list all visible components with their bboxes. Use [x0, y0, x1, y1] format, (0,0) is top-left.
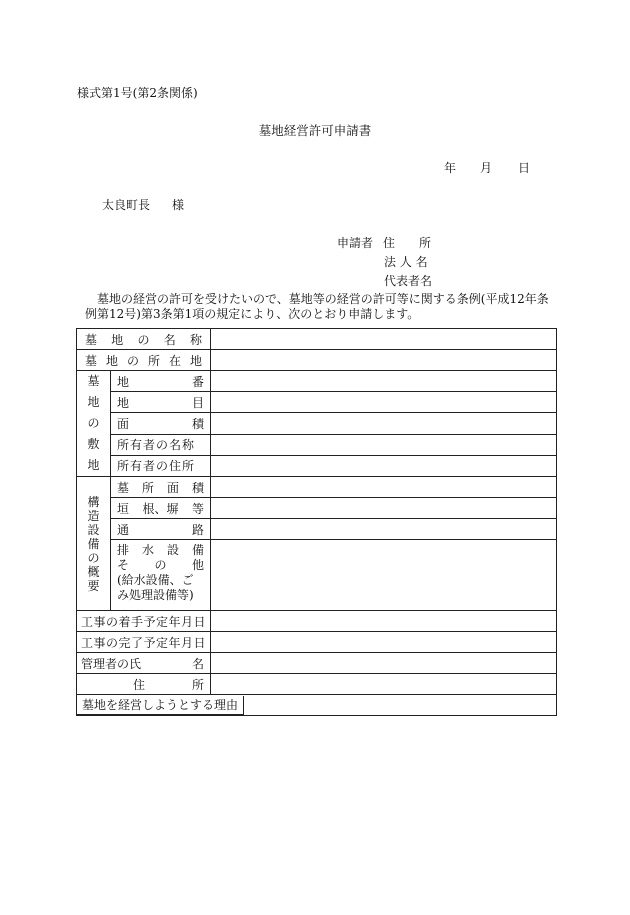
label-manager-address: 住 所: [77, 674, 211, 695]
label-cemetery-location: 墓 地 の 所 在 地: [77, 350, 211, 371]
value-owner-name[interactable]: [211, 434, 557, 455]
table-row: [77, 540, 557, 611]
table-row: [77, 611, 557, 632]
applicant-corp-name-label: 法 人 名: [384, 255, 428, 269]
label-drainage-other: 排 水 設 備 そ の 他 (給水設備、ごみ処理設備等): [111, 540, 211, 611]
table-row: [77, 498, 557, 519]
statement-line-1: 墓地の経営の許可を受けたいので、墓地等の経営の許可等に関する条例(平成12年条: [97, 292, 549, 306]
value-lot-number[interactable]: [211, 371, 557, 392]
addressee: [102, 198, 184, 212]
label-land-category: 地 目: [111, 392, 211, 413]
label-completion-date: 工事の完了予定年月日: [77, 632, 211, 653]
value-drainage-other[interactable]: [211, 540, 557, 611]
table-row: [77, 371, 557, 392]
label-grave-area: 墓 所 面 積: [111, 477, 211, 498]
date-line: [444, 161, 530, 175]
table-row: [77, 477, 557, 498]
applicant-rep-name-label: 代表者名: [384, 274, 433, 288]
label-start-date: 工事の着手予定年月日: [77, 611, 211, 632]
application-statement: [77, 292, 557, 322]
label-site-group: 墓 地 の 敷 地: [77, 371, 111, 477]
table-row: [77, 695, 557, 716]
label-structure-group: 構 造 設 備 の 概 要: [77, 477, 111, 611]
value-completion-date[interactable]: [211, 632, 557, 653]
addressee-name: 太良町長: [102, 198, 151, 212]
date-day: 日: [518, 161, 531, 175]
date-month: 月: [480, 161, 493, 175]
value-land-category[interactable]: [211, 392, 557, 413]
value-grave-area[interactable]: [211, 477, 557, 498]
label-owner-address: 所有者の住所: [111, 455, 211, 476]
label-cemetery-name: 墓 地 の 名 称: [77, 329, 211, 350]
value-owner-address[interactable]: [211, 455, 557, 476]
document-title: 墓地経営許可申請書: [258, 123, 372, 138]
value-manager-address[interactable]: [211, 674, 557, 695]
addressee-honorific: 様: [172, 198, 185, 212]
table-row: [77, 329, 557, 350]
applicant-label: 申請者: [337, 236, 374, 250]
application-form-table: [76, 328, 557, 716]
table-row: [77, 350, 557, 371]
value-cemetery-name[interactable]: [211, 329, 557, 350]
date-year: 年: [444, 161, 457, 175]
value-cemetery-location[interactable]: [211, 350, 557, 371]
value-manager-name[interactable]: [211, 653, 557, 674]
label-passage: 通 路: [111, 519, 211, 540]
label-owner-name: 所有者の名称: [111, 434, 211, 455]
reason-cell[interactable]: [77, 695, 557, 716]
form-number: 様式第1号(第2条関係): [77, 86, 198, 100]
table-row: [77, 674, 557, 695]
statement-line-2: 例第12号)第3条第1項の規定により、次のとおり申請します。: [85, 307, 420, 321]
applicant-address-label: 住 所: [383, 236, 432, 250]
table-row: [77, 455, 557, 476]
value-start-date[interactable]: [211, 611, 557, 632]
table-row: [77, 434, 557, 455]
table-row: [77, 519, 557, 540]
applicant-address-line: [337, 236, 431, 250]
value-passage[interactable]: [211, 519, 557, 540]
label-lot-number: 地 番: [111, 371, 211, 392]
value-fence[interactable]: [211, 498, 557, 519]
label-fence: 垣 根、塀 等: [111, 498, 211, 519]
value-area[interactable]: [211, 413, 557, 434]
table-row: [77, 392, 557, 413]
label-area: 面 積: [111, 413, 211, 434]
label-manager-name: 管理者の氏 名: [77, 653, 211, 674]
table-row: [77, 413, 557, 434]
label-reason: 墓地を経営しようとする理由: [77, 696, 244, 715]
table-row: [77, 632, 557, 653]
table-row: [77, 653, 557, 674]
